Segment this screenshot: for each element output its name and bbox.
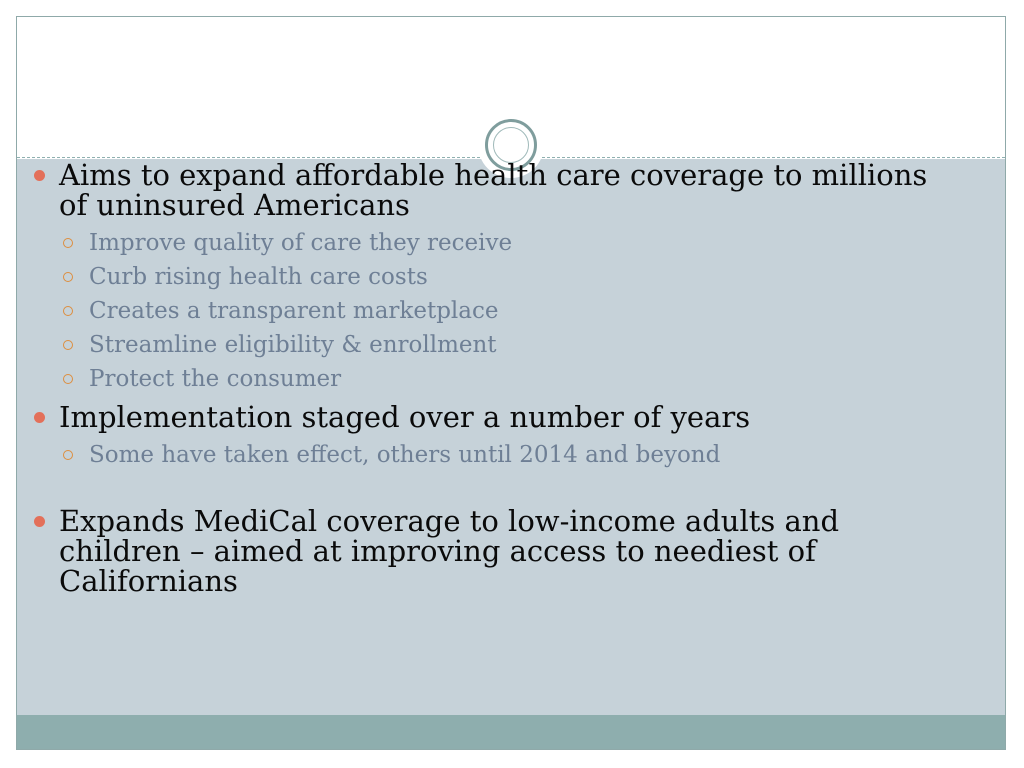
bullet-item (34, 506, 934, 596)
hollow-circle-bullet-icon (63, 238, 73, 248)
spacer (34, 472, 934, 506)
sub-bullet-item (34, 294, 934, 328)
filled-circle-bullet-icon (34, 170, 45, 181)
slide-content (34, 160, 934, 602)
sub-bullet-item (34, 260, 934, 294)
sub-bullet-item (34, 226, 934, 260)
sub-bullet-text: Protect the consumer (89, 366, 342, 392)
hollow-circle-bullet-icon (63, 306, 73, 316)
hollow-circle-bullet-icon (63, 272, 73, 282)
sub-bullet-item (34, 362, 934, 396)
filled-circle-bullet-icon (34, 412, 45, 423)
sub-bullet-text: Creates a transparent marketplace (89, 298, 499, 324)
sub-bullet-item (34, 438, 934, 472)
filled-circle-bullet-icon (34, 516, 45, 527)
bullet-text: Aims to expand affordable health care coverage to millions of uninsured Americans (59, 158, 928, 222)
sub-bullet-text: Streamline eligibility & enrollment (89, 332, 497, 358)
bullet-item (34, 402, 934, 432)
sub-bullet-item (34, 328, 934, 362)
bullet-text: Implementation staged over a number of years (59, 400, 751, 434)
sub-bullet-text: Improve quality of care they receive (89, 230, 513, 256)
sub-bullet-text: Some have taken effect, others until 2014 and beyond (89, 442, 721, 468)
hollow-circle-bullet-icon (63, 374, 73, 384)
hollow-circle-bullet-icon (63, 450, 73, 460)
sub-bullet-text: Curb rising health care costs (89, 264, 428, 290)
bullet-text: Expands MediCal coverage to low-income adults and children – aimed at improving access to neediest of Californians (59, 504, 840, 598)
footer-band (17, 715, 1005, 749)
bullet-item (34, 160, 934, 220)
hollow-circle-bullet-icon (63, 340, 73, 350)
